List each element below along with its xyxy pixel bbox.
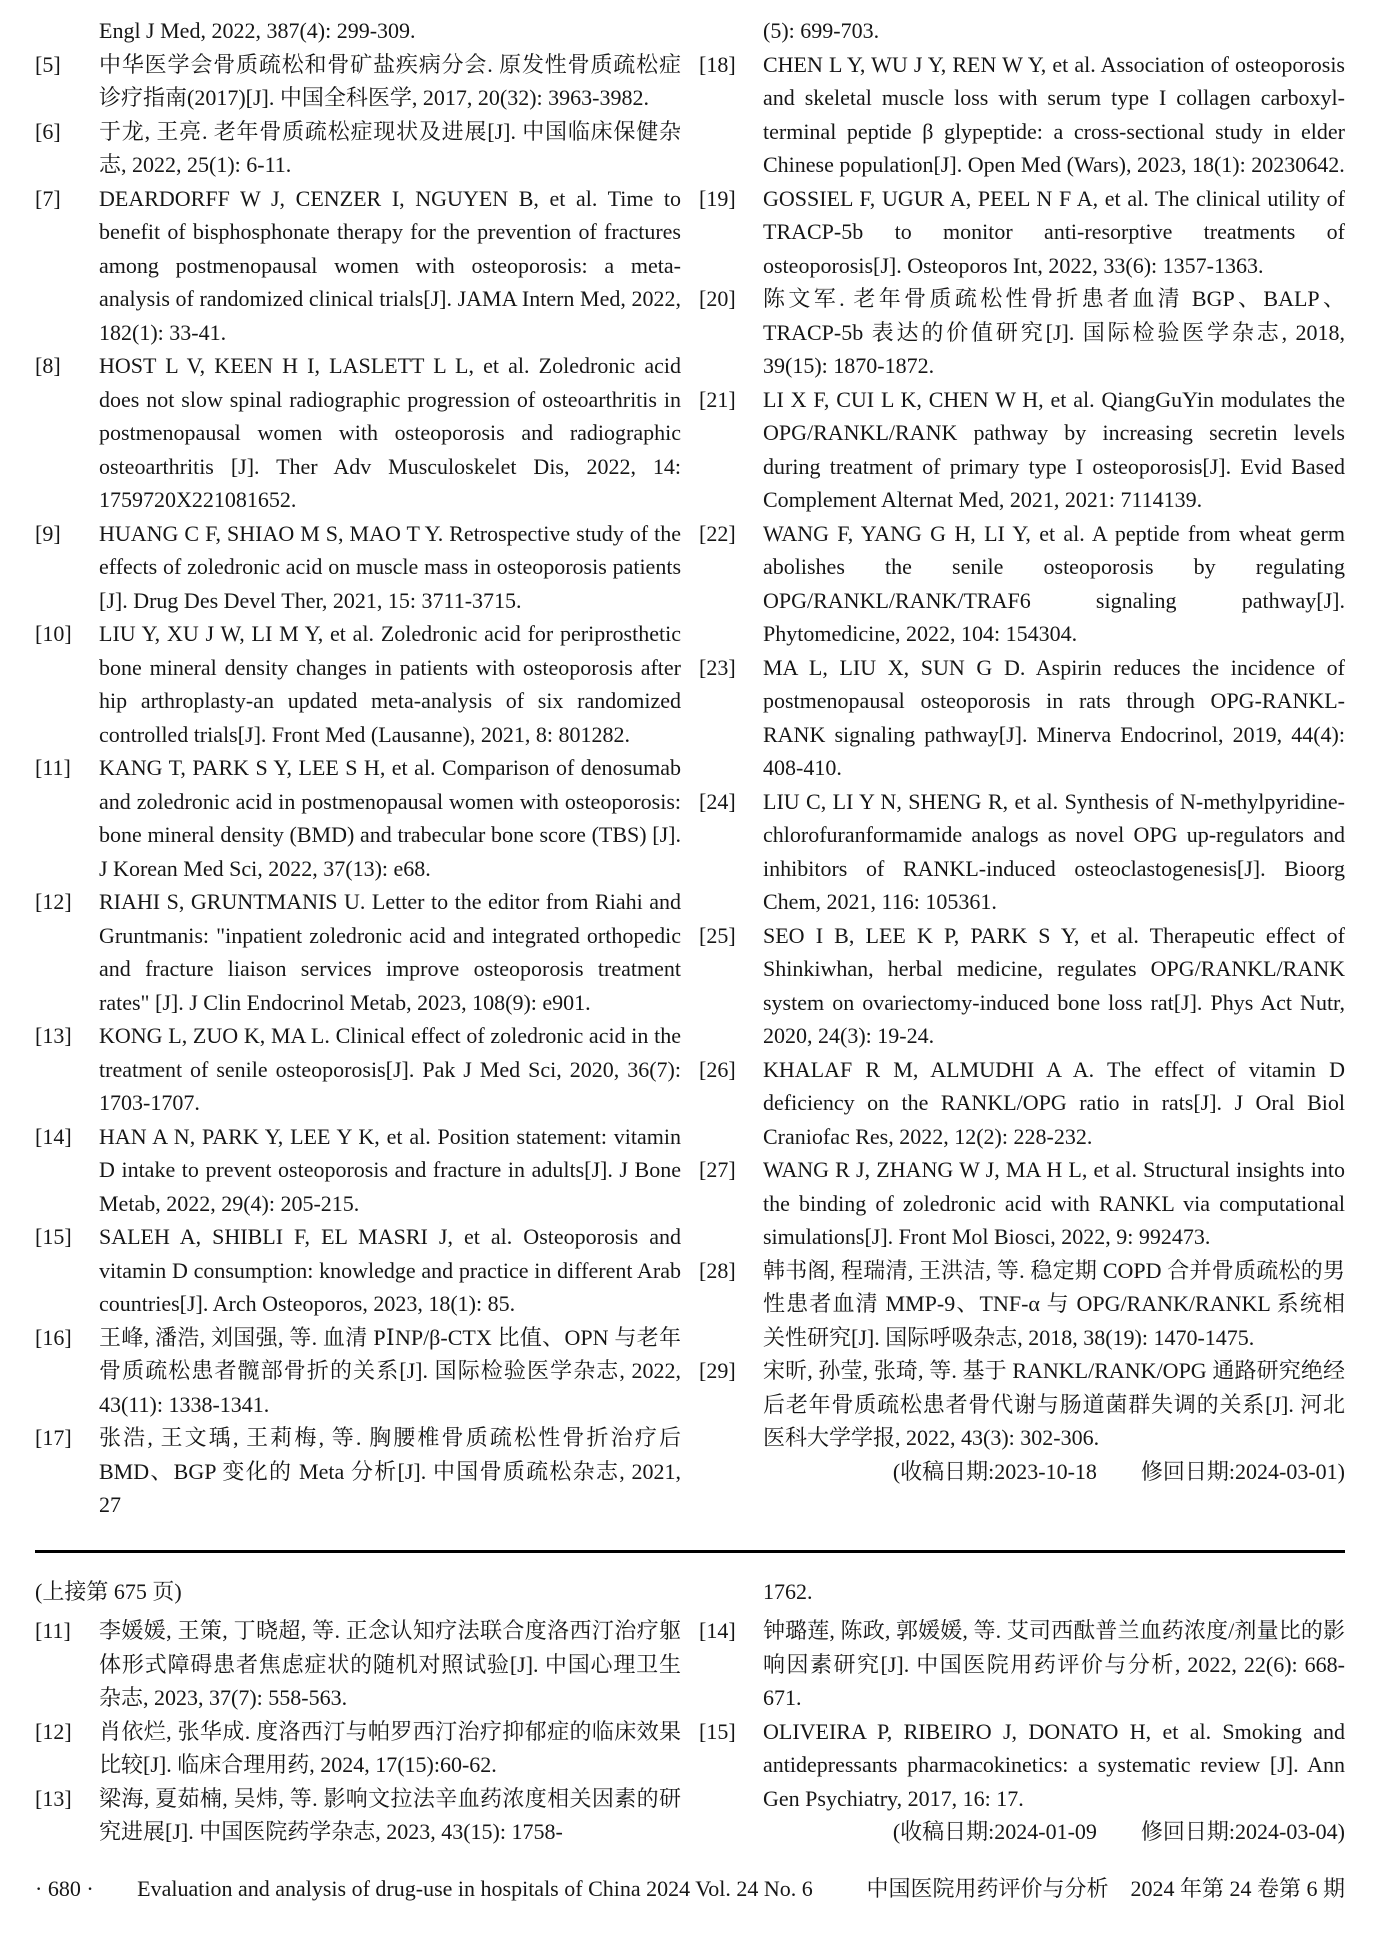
references-upper-section [35,14,1345,1522]
reference-item [699,1153,1345,1254]
lower-left-column [35,1575,681,1849]
reference-item [699,651,1345,785]
reference-item [35,115,681,182]
reference-text: 肖依烂, 张华成. 度洛西汀与帕罗西汀治疗抑郁症的临床效果比较[J]. 临床合理用药, 2024, 17(15):60-62. [99,1718,681,1777]
reference-number: [13] [35,1023,72,1048]
footer-left [35,1872,813,1906]
reference-text: HUANG C F, SHIAO M S, MAO T Y. Retrospective study of the effects of zoledronic acid on muscle mass in osteoporosis patients [J]. Drug Des Devel Ther, 2021, 15: 3711-3715. [99,520,681,613]
reference-item [35,1782,681,1849]
journal-title-zh: 中国医院用药评价与分析 2024 年第 24 卷第 6 期 [866,1876,1345,1901]
reference-item [35,1614,681,1715]
reference-number: [29] [699,1358,736,1383]
reference-item [35,517,681,618]
reference-number: [17] [35,1425,72,1450]
reference-number: [15] [35,1224,72,1249]
reference-number: [5] [35,51,61,77]
reference-number: [11] [35,1618,71,1643]
reference-number [35,14,99,48]
reference-item [699,1614,1345,1715]
reference-text: GOSSIEL F, UGUR A, PEEL N F A, et al. The clinical utility of TRACP-5b to monitor anti-resorptive treatments of osteoporosis[J]. Osteoporos Int, 2022, 33(6): 1357-1363. [763,185,1345,278]
reference-item [35,1220,681,1321]
reference-text: LIU C, LI Y N, SHENG R, et al. Synthesis of N-methylpyridine-chlorofuranformamide analogs as novel OPG up-regulators and inhibitors of RANKL-induced osteoclastogenesis[J]. Bioorg Chem, 2021, 116: 105361. [763,788,1345,914]
reference-number: [28] [699,1257,736,1283]
reference-text: 韩书阁, 程瑞清, 王洪洁, 等. 稳定期 COPD 合并骨质疏松的男性患者血清 MMP-9、TNF-α 与 OPG/RANK/RANKL 系统相关性研究[J]. 国际呼吸杂志, 2018, 38(19): 1470-1475. [763,1257,1345,1350]
reference-number: [11] [35,755,71,780]
reference-text: LIU Y, XU J W, LI M Y, et al. Zoledronic acid for periprosthetic bone mineral density changes in patients with osteoporosis after hip arthroplasty-an updated meta-analysis of six randomized controlled trials[J]. Front Med (Lausanne), 2021, 8: 801282. [99,621,681,747]
reference-text: OLIVEIRA P, RIBEIRO J, DONATO H, et al. Smoking and antidepressants pharmacokinetics: a systematic review [J]. Ann Gen Psychiatry, 2017, 16: 17. [763,1718,1345,1811]
reference-text: 张浩, 王文瑀, 王莉梅, 等. 胸腰椎骨质疏松性骨折治疗后 BMD、BGP 变化的 Meta 分析[J]. 中国骨质疏松杂志, 2021, 27 [99,1425,681,1517]
reference-text: 于龙, 王亮. 老年骨质疏松症现状及进展[J]. 中国临床保健杂志, 2022, 25(1): 6-11. [99,118,681,177]
reference-item [699,1575,1345,1609]
reference-number: [10] [35,621,72,646]
reference-text: MA L, LIU X, SUN G D. Aspirin reduces the incidence of postmenopausal osteoporosis in rats through OPG-RANKL-RANK signaling pathway[J]. Minerva Endocrinol, 2019, 44(4): 408-410. [763,654,1345,780]
reference-number: [15] [699,1718,736,1744]
lower-right-column [699,1575,1345,1849]
reference-text: SALEH A, SHIBLI F, EL MASRI J, et al. Osteoporosis and vitamin D consumption: knowledge and practice in different Arab countries[J]. Arch Osteoporos, 2023, 18(1): 85. [99,1224,681,1316]
reference-number: [14] [35,1123,72,1149]
reference-item [35,751,681,885]
reference-text: 中华医学会骨质疏松和骨矿盐疾病分会. 原发性骨质疏松症诊疗指南(2017)[J]. 中国全科医学, 2017, 20(32): 3963-3982. [99,51,681,110]
reference-number: [14] [699,1618,736,1643]
reference-item [699,383,1345,517]
reference-number: [27] [699,1157,736,1182]
reference-list-lower-right [699,1575,1345,1816]
reference-text: DEARDORFF W J, CENZER I, NGUYEN B, et al. Time to benefit of bisphosphonate therapy for the prevention of fractures among postmenopausal women with osteoporosis: a meta-analysis of randomized clinical trials[J]. JAMA Intern Med, 2022, 182(1): 33-41. [99,185,681,345]
reference-list-upper-right [699,14,1345,1455]
upper-left-column [35,14,681,1522]
reference-item [699,1254,1345,1355]
reference-item [35,48,681,115]
reference-text: WANG F, YANG G H, LI Y, et al. A peptide from wheat germ abolishes the senile osteoporosis by regulating OPG/RANKL/RANK/TRAF6 signaling pathway[J]. Phytomedicine, 2022, 104: 154304. [763,520,1345,646]
references-lower-section [35,1575,1345,1849]
reference-number: [21] [699,386,736,412]
reference-text: 陈文军. 老年骨质疏松性骨折患者血清 BGP、BALP、TRACP-5b 表达的价值研究[J]. 国际检验医学杂志, 2018, 39(15): 1870-1872. [763,286,1345,378]
reference-text: CHEN L Y, WU J Y, REN W Y, et al. Association of osteoporosis and skeletal muscle loss with serum type I collagen carboxyl-terminal peptide β glypeptide: a cross-sectional study in elder Chinese population[J]. Open Med (Wars), 2023, 18(1): 20230642. [763,51,1345,177]
upper-right-column [699,14,1345,1522]
reference-text: 宋昕, 孙莹, 张琦, 等. 基于 RANKL/RANK/OPG 通路研究绝经后老年骨质疏松患者骨代谢与肠道菌群失调的关系[J]. 河北医科大学学报, 2022, 43(3): 302-306. [763,1358,1345,1450]
reference-item [35,349,681,517]
reference-text: LI X F, CUI L K, CHEN W H, et al. QiangGuYin modulates the OPG/RANKL/RANK pathway by increasing secretin levels during treatment of primary type I osteoporosis[J]. Evid Based Complement Alternat Med, 2021, 2021: 7114139. [763,386,1345,512]
reference-number: [19] [699,185,736,211]
reference-item [699,48,1345,182]
reference-item [35,1321,681,1422]
reference-number: [13] [35,1785,72,1811]
reference-number: [25] [699,922,736,948]
reference-item [699,785,1345,919]
reference-item [35,1421,681,1522]
reference-text: KHALAF R M, ALMUDHI A A. The effect of vitamin D deficiency on the RANKL/OPG ratio in rats[J]. J Oral Biol Craniofac Res, 2022, 12(2): 228-232. [763,1056,1345,1149]
page-footer [35,1872,1345,1906]
reference-number: [8] [35,353,61,378]
reference-list-upper-left [35,14,681,1522]
reference-item [699,14,1345,48]
reference-item [699,1053,1345,1154]
reference-item [35,617,681,751]
reference-text: HAN A N, PARK Y, LEE Y K, et al. Position statement: vitamin D intake to prevent osteoporosis and fracture in adults[J]. J Bone Metab, 2022, 29(4): 205-215. [99,1123,681,1216]
reference-text: 李媛媛, 王策, 丁晓超, 等. 正念认知疗法联合度洛西汀治疗躯体形式障碍患者焦虑症状的随机对照试验[J]. 中国心理卫生杂志, 2023, 37(7): 558-563. [99,1618,681,1710]
reference-item [699,182,1345,283]
reference-number: [7] [35,185,61,211]
reference-item [699,1354,1345,1455]
reference-number: [24] [699,788,736,814]
reference-number: [6] [35,118,61,144]
reference-text: 王峰, 潘浩, 刘国强, 等. 血清 PⅠNP/β-CTX 比值、OPN 与老年骨质疏松患者髋部骨折的关系[J]. 国际检验医学杂志, 2022, 43(11): 1338-1341. [99,1324,681,1417]
reference-number: [22] [699,520,736,546]
reference-text: HOST L V, KEEN H I, LASLETT L L, et al. Zoledronic acid does not slow spinal radiographic progression of osteoarthritis in postmenopausal women with osteoporosis and radiographic osteoarthritis [J]. Ther Adv Musculoskelet Dis, 2022, 14: 1759720X221081652. [99,353,681,512]
reference-number: [16] [35,1324,72,1350]
reference-text: RIAHI S, GRUNTMANIS U. Letter to the editor from Riahi and Gruntmanis: "inpatient zoledronic acid and integrated orthopedic and fracture liaison services improve osteoporosis treatment rates" [J]. J Clin Endocrinol Metab, 2023, 108(9): e901. [99,889,681,1015]
reference-item [699,919,1345,1053]
reference-item [35,1715,681,1782]
reference-number: [12] [35,1718,72,1744]
reference-number: [9] [35,520,61,546]
reference-item [699,517,1345,651]
reference-text: Engl J Med, 2022, 387(4): 299-309. [99,18,416,43]
reference-item [35,182,681,350]
reference-item [699,1715,1345,1816]
page-number: · 680 · [35,1876,94,1901]
section-divider [35,1550,1345,1553]
received-date-note: (收稿日期:2023-10-18 修回日期:2024-03-01) [892,1458,1345,1484]
reference-text: 1762. [763,1578,813,1604]
reference-number: [20] [699,286,736,311]
reference-item [35,14,681,48]
reference-number: [26] [699,1056,736,1082]
received-date-note: (收稿日期:2024-01-09 修回日期:2024-03-04) [892,1819,1345,1844]
reference-item [699,282,1345,383]
reference-item [35,885,681,1019]
reference-number [699,14,763,48]
reference-number [699,1575,763,1609]
reference-number: [18] [699,51,736,77]
reference-text: KONG L, ZUO K, MA L. Clinical effect of zoledronic acid in the treatment of senile osteoporosis[J]. Pak J Med Sci, 2020, 36(7): 1703-1707. [99,1023,681,1115]
reference-number: [23] [699,654,736,680]
reference-text: WANG R J, ZHANG W J, MA H L, et al. Structural insights into the binding of zoledronic acid with RANKL via computational simulations[J]. Front Mol Biosci, 2022, 9: 992473. [763,1157,1345,1249]
reference-text: 钟璐莲, 陈政, 郭媛媛, 等. 艾司西酞普兰血药浓度/剂量比的影响因素研究[J]. 中国医院用药评价与分析, 2022, 22(6): 668-671. [763,1618,1345,1710]
reference-item [35,1019,681,1120]
reference-item [35,1120,681,1221]
reference-number: [12] [35,889,72,914]
reference-text: (5): 699-703. [763,18,880,43]
reference-list-lower-left [35,1614,681,1849]
journal-title-en: Evaluation and analysis of drug-use in hospitals of China 2024 Vol. 24 No. 6 [137,1876,813,1901]
reference-text: KANG T, PARK S Y, LEE S H, et al. Comparison of denosumab and zoledronic acid in postmenopausal women with osteoporosis: bone mineral density (BMD) and trabecular bone score (TBS) [J]. J Korean Med Sci, 2022, 37(13): e68. [99,755,681,881]
continued-from-note: (上接第 675 页) [35,1578,182,1604]
reference-text: 梁海, 夏茹楠, 吴炜, 等. 影响文拉法辛血药浓度相关因素的研究进展[J]. 中国医院药学杂志, 2023, 43(15): 1758- [99,1785,681,1844]
reference-text: SEO I B, LEE K P, PARK S Y, et al. Therapeutic effect of Shinkiwhan, herbal medicine, regulates OPG/RANKL/RANK system on ovariectomy-induced bone loss rat[J]. Phys Act Nutr, 2020, 24(3): 19-24. [763,922,1345,1048]
